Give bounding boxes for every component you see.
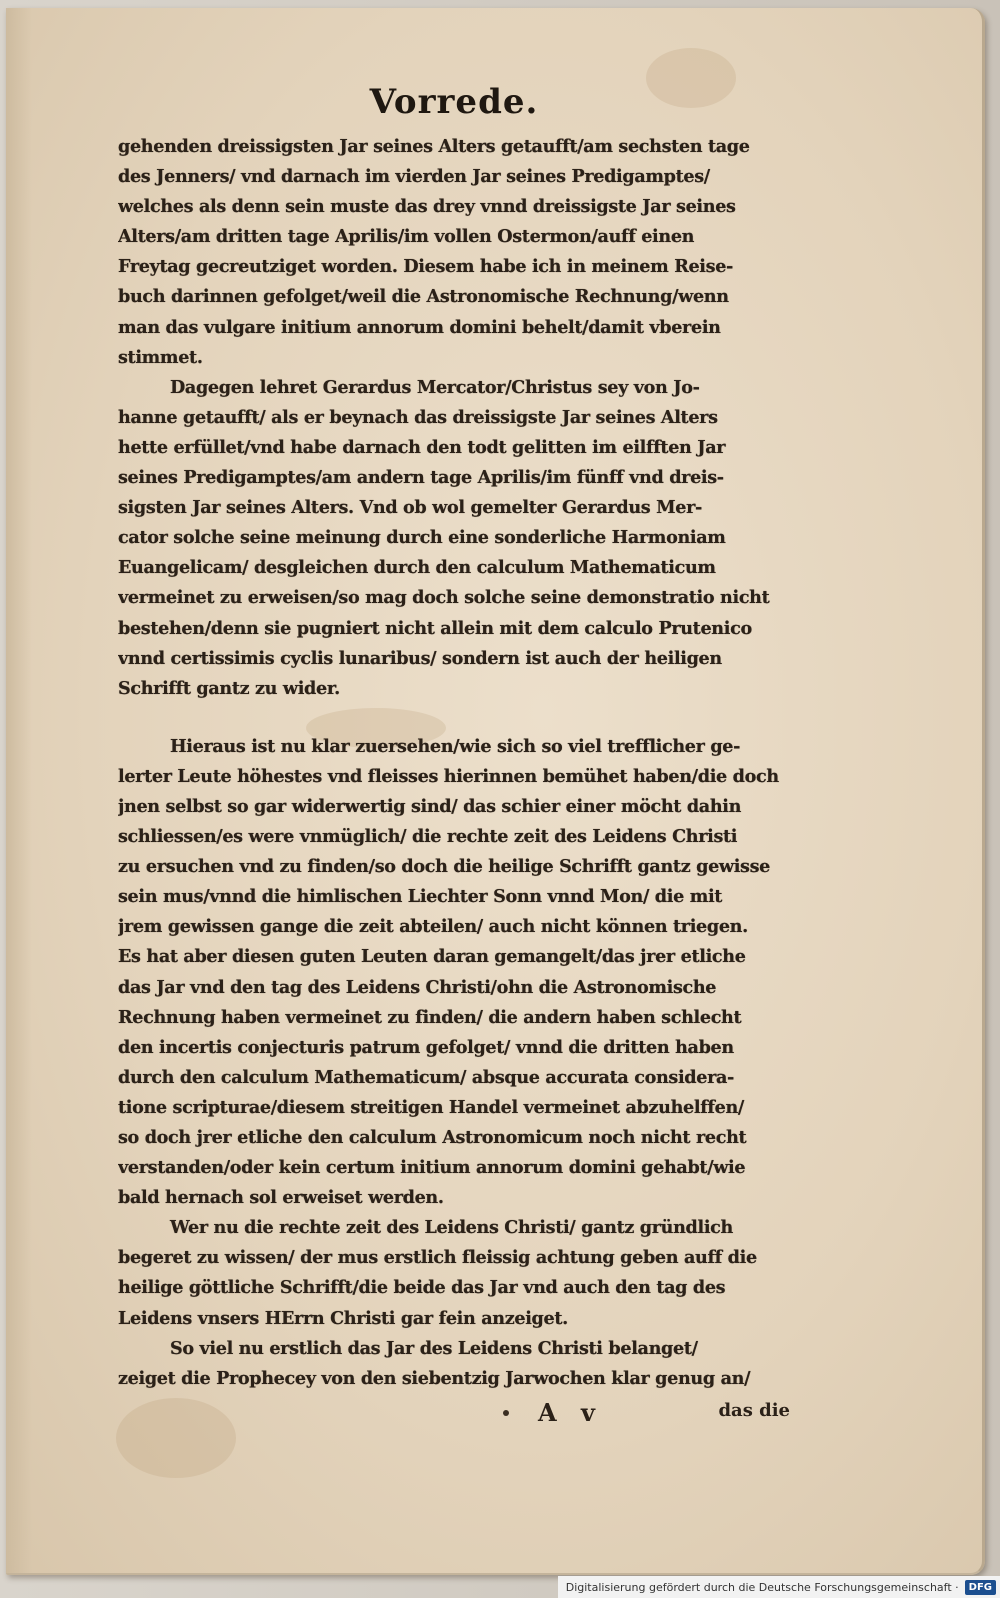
paragraph-3 <box>118 732 790 1214</box>
text-line: sigsten Jar seines Alters. Vnd ob wol gemelter Gerardus Mer- <box>118 497 702 519</box>
text-line: Rechnung haben vermeinet zu finden/ die andern haben schlecht <box>118 1006 742 1028</box>
text-line: seines Predigamptes/am andern tage Aprilis/im fünff vnd dreis- <box>118 467 724 489</box>
text-line: vermeinet zu erweisen/so mag doch solche seine demonstratio nicht <box>118 587 770 609</box>
text-line: jrem gewissen gange die zeit abteilen/ auch nicht können triegen. <box>118 916 748 938</box>
text-line: vnnd certissimis cyclis lunaribus/ sondern ist auch der heiligen <box>118 647 722 669</box>
text-line: cator solche seine meinung durch eine sonderliche Harmoniam <box>118 527 726 549</box>
text-line: Freytag gecreutziget worden. Diesem habe ich in meinem Reise- <box>118 256 733 278</box>
text-line: verstanden/oder kein certum initium annorum domini gehabt/wie <box>118 1157 746 1179</box>
text-line: Hieraus ist nu klar zuersehen/wie sich so viel trefflicher ge- <box>170 735 741 757</box>
page-gutter <box>6 8 32 1573</box>
text-line: stimmet. <box>118 346 203 368</box>
text-line: man das vulgare initium annorum domini behelt/damit vberein <box>118 316 721 338</box>
text-line: zeiget die Prophecey von den siebentzig Jarwochen klar genug an/ <box>118 1367 751 1389</box>
text-line: sein mus/vnnd die himlischen Liechter Sonn vnnd Mon/ die mit <box>118 886 723 908</box>
text-line: zu ersuchen vnd zu finden/so doch die heilige Schrifft gantz gewisse <box>118 856 770 878</box>
text-line: jnen selbst so gar widerwertig sind/ das schier einer möcht dahin <box>118 795 742 817</box>
digitization-credit-bar <box>558 1576 1000 1598</box>
dfg-logo-icon[interactable]: DFG <box>965 1580 996 1595</box>
catchword: das die <box>718 1399 790 1421</box>
digitization-credit-text: Digitalisierung gefördert durch die Deutsche Forschungsgemeinschaft · <box>565 1580 959 1594</box>
signature-mark: A v <box>538 1397 603 1427</box>
text-line: Wer nu die rechte zeit des Leidens Christi/ gantz gründlich <box>170 1217 733 1239</box>
paragraph-4 <box>118 1213 790 1333</box>
text-line: lerter Leute höhestes vnd fleisses hierinnen bemühet haben/die doch <box>118 765 779 787</box>
text-line: das Jar vnd den tag des Leidens Christi/ohn die Astronomische <box>118 976 717 998</box>
text-line: bald hernach sol erweiset werden. <box>118 1187 444 1209</box>
paragraph-gap <box>118 704 790 732</box>
text-line: hanne getaufft/ als er beynach das dreissigste Jar seines Alters <box>118 406 718 428</box>
text-line: So viel nu erstlich das Jar des Leidens Christi belanget/ <box>170 1337 698 1359</box>
text-line: begeret zu wissen/ der mus erstlich fleissig achtung geben auff die <box>118 1247 757 1269</box>
paragraph-1 <box>118 132 790 373</box>
paragraph-5 <box>118 1334 790 1394</box>
text-line: durch den calculum Mathematicum/ absque accurata considera- <box>118 1066 735 1088</box>
text-line: Es hat aber diesen guten Leuten daran gemangelt/das jrer etliche <box>118 946 746 968</box>
running-head: Vorrede. <box>369 82 539 122</box>
paragraph-2 <box>118 373 790 704</box>
text-line: Leidens vnsers HErrn Christi gar fein anzeiget. <box>118 1307 568 1329</box>
text-line: des Jenners/ vnd darnach im vierden Jar seines Predigamptes/ <box>118 166 710 188</box>
text-line: so doch jrer etliche den calculum Astronomicum noch nicht recht <box>118 1127 747 1148</box>
text-line: Schrifft gantz zu wider. <box>118 677 340 699</box>
text-line: Alters/am dritten tage Aprilis/im vollen Ostermon/auff einen <box>118 226 695 248</box>
text-line: buch darinnen gefolget/weil die Astronomische Rechnung/wenn <box>118 286 729 308</box>
page-footer-row <box>118 1398 790 1432</box>
text-line: Dagegen lehret Gerardus Mercator/Christus sey von Jo- <box>170 376 700 398</box>
text-line: den incertis conjecturis patrum gefolget/ vnnd die dritten haben <box>118 1036 734 1058</box>
ink-dot <box>503 1410 509 1416</box>
text-line: schliessen/es were vnmüglich/ die rechte zeit des Leidens Christi <box>118 826 738 848</box>
text-line: welches als denn sein muste das drey vnnd dreissigste Jar seines <box>118 196 736 218</box>
text-line: hette erfüllet/vnd habe darnach den todt gelitten im eilfften Jar <box>118 436 726 458</box>
text-line: tione scripturae/diesem streitigen Handel vermeinet abzuhelffen/ <box>118 1096 744 1118</box>
page-text-block <box>118 82 790 1432</box>
text-line: heilige göttliche Schrifft/die beide das Jar vnd auch den tag des <box>118 1277 726 1299</box>
text-line: gehenden dreissigsten Jar seines Alters getaufft/am sechsten tage <box>118 136 750 157</box>
text-line: bestehen/denn sie pugniert nicht allein mit dem calculo Prutenico <box>118 617 752 639</box>
text-line: Euangelicam/ desgleichen durch den calculum Mathematicum <box>118 557 716 579</box>
